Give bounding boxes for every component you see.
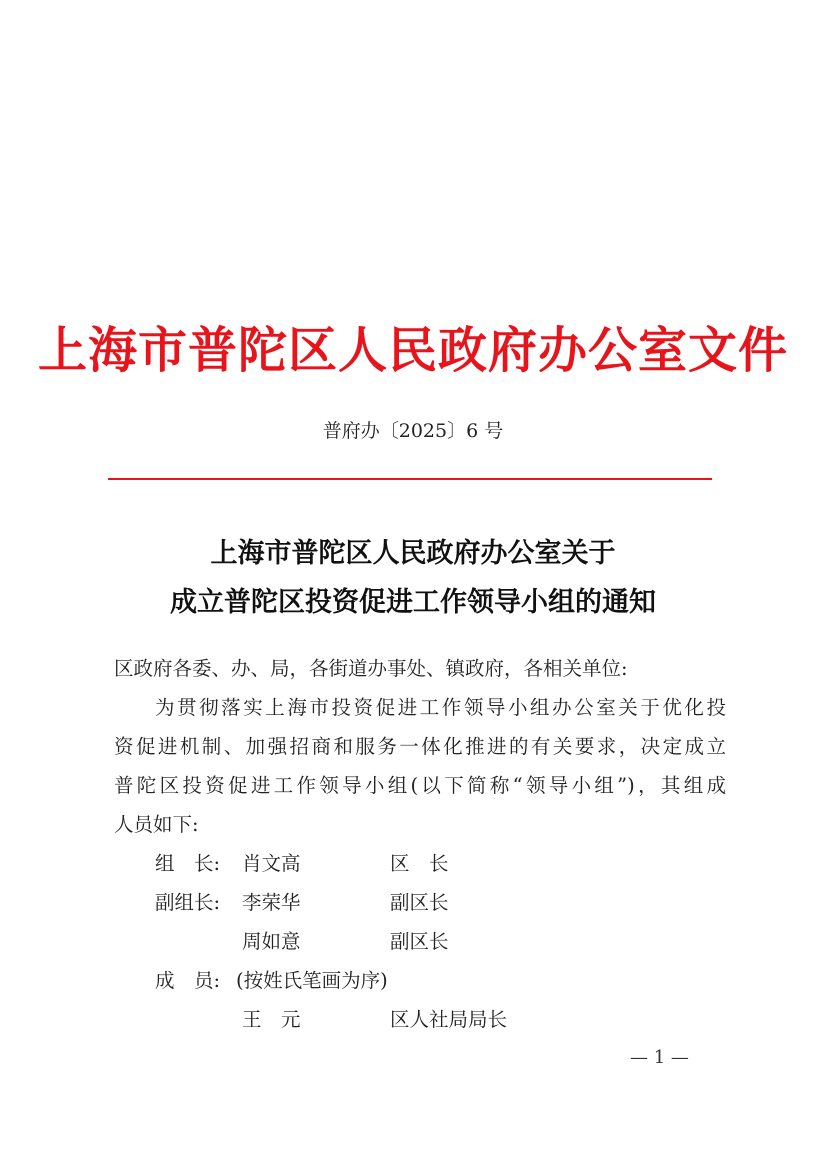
deputy-1-title: 副区长 xyxy=(390,891,449,914)
red-divider-line xyxy=(108,478,712,480)
members-label: 成 员: xyxy=(155,969,221,992)
body-line-2: 资促进机制、加强招商和服务一体化推进的有关要求，决定成立 xyxy=(114,735,726,758)
body-line-4: 人员如下: xyxy=(114,813,199,836)
body-line-3: 普陀区投资促进工作领导小组(以下简称“领导小组”)，其组成 xyxy=(114,774,726,797)
notice-title-line-1: 上海市普陀区人民政府办公室关于 xyxy=(210,538,616,569)
leader-name: 肖文高 xyxy=(242,852,301,875)
body-line-1: 为贯彻落实上海市投资促进工作领导小组办公室关于优化投 xyxy=(155,696,726,719)
deputy-2-title: 副区长 xyxy=(390,930,449,953)
deputy-1-name: 李荣华 xyxy=(242,891,301,914)
deputy-label: 副组长: xyxy=(155,891,221,914)
members-ordering-note: (按姓氏笔画为序) xyxy=(236,969,388,992)
document-number: 普府办〔2025〕6 号 xyxy=(322,420,504,442)
page-number: — 1 — xyxy=(630,1047,689,1068)
addressee: 区政府各委、办、局，各街道办事处、镇政府，各相关单位: xyxy=(114,657,628,680)
member-1-title: 区人社局局长 xyxy=(390,1008,508,1031)
member-1-name: 王 元 xyxy=(242,1008,301,1031)
deputy-2-name: 周如意 xyxy=(242,930,301,953)
notice-title-line-2: 成立普陀区投资促进工作领导小组的通知 xyxy=(170,587,656,618)
leader-label: 组 长: xyxy=(155,852,221,875)
document-masthead: 上海市普陀区人民政府办公室文件 xyxy=(37,321,788,379)
leader-title: 区 长 xyxy=(390,852,449,875)
